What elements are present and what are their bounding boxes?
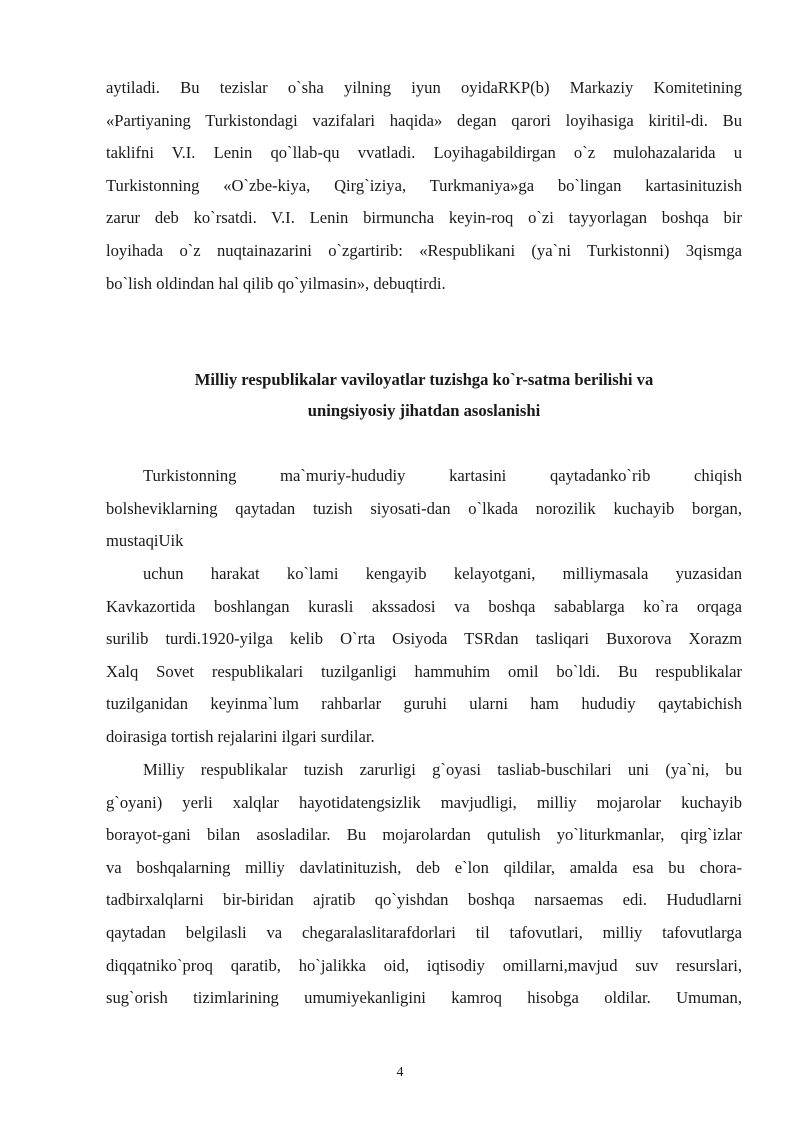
- paragraph-line: borayot-gani bilan asosladilar. Bu mojarolardan qutulish yo`liturkmanlar, qirg`izlar: [106, 825, 742, 845]
- paragraph-line: Turkistonning ma`muriy-hududiy kartasini qaytadanko`rib chiqish: [143, 466, 742, 485]
- paragraph-line: Milliy respublikalar tuzish zarurligi g`oyasi tasliab-buschilari uni (ya`ni, bu: [143, 760, 742, 779]
- paragraph-line: Xalq Sovet respublikalari tuzilganligi hammuhim omil bo`ldi. Bu respublikalar: [106, 661, 742, 681]
- paragraph-line: tuzilganidan keyinma`lum rahbarlar guruhi ularni ham hududiy qaytabichish: [106, 694, 742, 714]
- paragraph-line: qaytadan belgilasli va chegaralaslitarafdorlari til tafovutlari, milliy tafovutlarga: [106, 922, 742, 942]
- paragraph-line: Kavkazortida boshlangan kurasli akssadosi va boshqa sabablarga ko`ra orqaga: [106, 596, 742, 616]
- paragraph-line: doirasiga tortish rejalarini ilgari surdilar.: [106, 726, 375, 746]
- paragraph-line: tadbirxalqlarni bir-biridan ajratib qo`yishdan boshqa narsaemas edi. Hududlarni: [106, 890, 742, 910]
- paragraph-line: «Partiyaning Turkistondagi vazifalari haqida» degan qarori loyihasiga kiritil-di. Bu: [106, 110, 742, 130]
- paragraph-line: loyihada o`z nuqtainazarini o`zgartirib: «Respublikani (ya`ni Turkistonni) 3qismga: [106, 240, 742, 260]
- paragraph-line: aytiladi. Bu tezislar o`sha yilning iyun oyidaRKP(b) Markaziy Komitetining: [106, 78, 742, 97]
- paragraph-line: diqqatniko`proq qaratib, ho`jalikka oid, iqtisodiy omillarni,mavjud suv resurslari,: [106, 955, 742, 975]
- paragraph-line: surilib turdi.1920-yilga kelib O`rta Osiyoda TSRdan tasliqari Buxorova Xorazm: [106, 629, 742, 649]
- paragraph-2: [106, 460, 742, 558]
- paragraph-line: sug`orish tizimlarining umumiyekanligini kamroq hisobga oldilar. Umuman,: [106, 988, 742, 1008]
- paragraph-line: zarur deb ko`rsatdi. V.I. Lenin birmuncha keyin-roq o`zi tayyorlagan boshqa bir: [106, 208, 742, 228]
- heading-line-2: uningsiyosiy jihatdan asoslanishi: [307, 401, 541, 420]
- paragraph-line: bolsheviklarning qaytadan tuzish siyosati-dan o`lkada norozilik kuchayib borgan,: [106, 498, 742, 518]
- paragraph-3: [106, 558, 742, 754]
- page-number: 4: [396, 1065, 404, 1080]
- paragraph-line: bo`lish oldindan hal qilib qo`yilmasin», debuqtirdi.: [106, 273, 446, 293]
- paragraph-4: [106, 754, 742, 1015]
- heading-line-1: Milliy respublikalar vaviloyatlar tuzishga ko`r-satma berilishi va: [194, 370, 654, 389]
- paragraph-line: taklifni V.I. Lenin qo`llab-qu vvatladi. Loyihagabildirgan o`z mulohazalarida u: [106, 143, 742, 163]
- paragraph-line: Turkistonning «O`zbe-kiya, Qirg`iziya, Turkmaniya»ga bo`lingan kartasinituzish: [106, 175, 742, 195]
- paragraph-1: [106, 72, 742, 300]
- paragraph-line: uchun harakat ko`lami kengayib kelayotgani, milliymasala yuzasidan: [143, 564, 742, 583]
- section-heading: [106, 364, 742, 426]
- paragraph-line: mustaqiUik: [106, 531, 184, 551]
- paragraph-line: va boshqalarning milliy davlatinituzish, deb e`lon qildilar, amalda esa bu chora-: [106, 857, 742, 877]
- paragraph-line: g`oyani) yerli xalqlar hayotidatengsizlik mavjudligi, milliy mojarolar kuchayib: [106, 792, 742, 812]
